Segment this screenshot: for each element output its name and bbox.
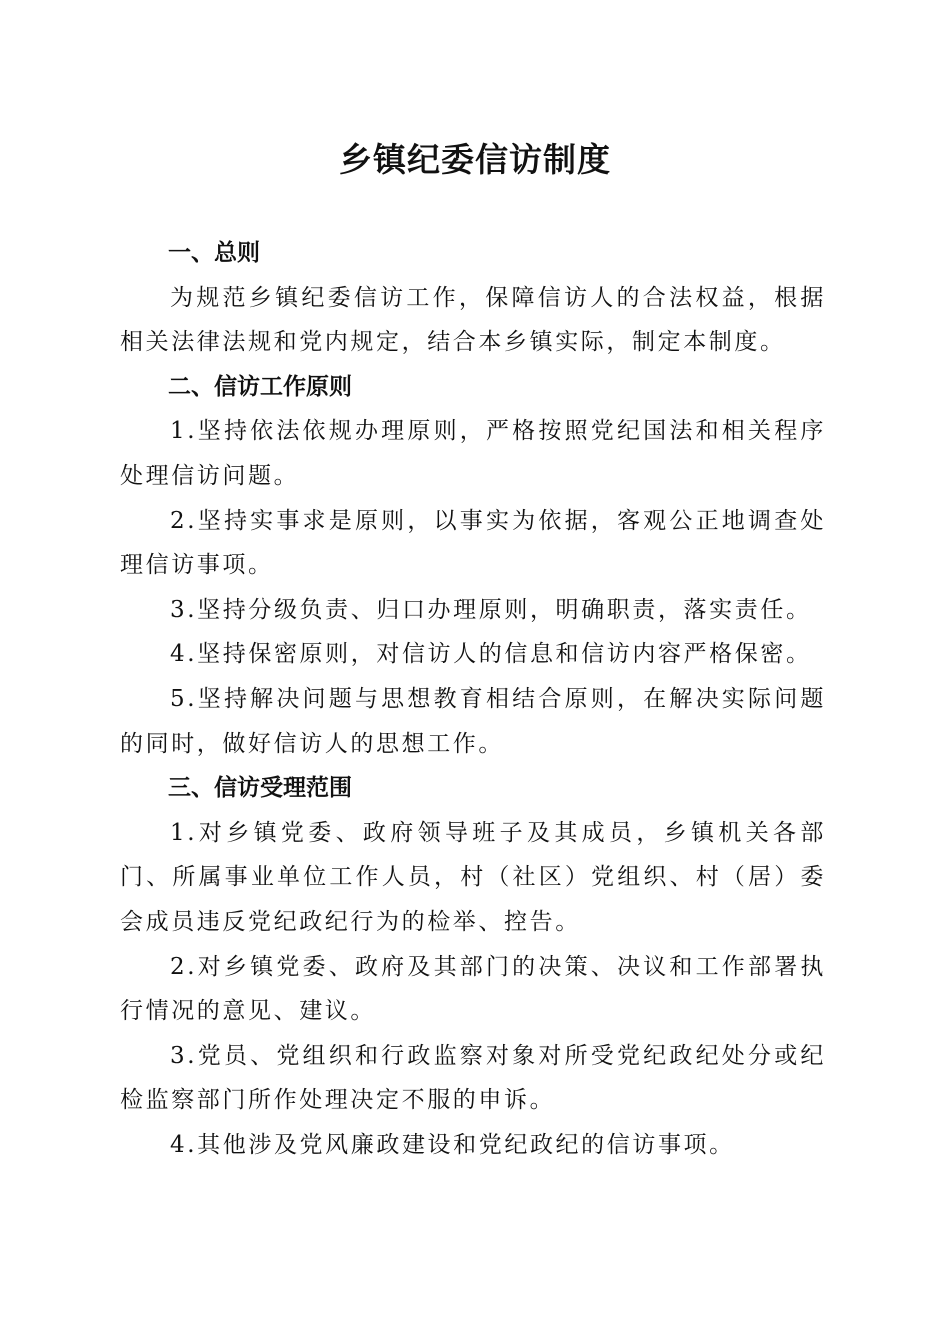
paragraph: 3.党员、党组织和行政监察对象对所受党纪政纪处分或纪检监察部门所作处理决定不服的申诉。 [120,1042,826,1114]
section-heading-scope: 三、信访受理范围 [168,775,352,802]
paragraph: 3.坚持分级负责、归口办理原则，明确职责，落实责任。 [170,596,812,623]
section-heading-general: 一、总则 [168,240,260,266]
section-heading-principles: 二、信访工作原则 [168,373,352,400]
document-title: 乡镇纪委信访制度 [339,140,611,179]
document-body [120,231,826,1167]
paragraph: 1.对乡镇党委、政府领导班子及其成员，乡镇机关各部门、所属事业单位工作人员，村（社区）党组织、村（居）委会成员违反党纪政纪行为的检举、控告。 [120,819,826,935]
paragraph: 为规范乡镇纪委信访工作，保障信访人的合法权益，根据相关法律法规和党内规定，结合本乡镇实际，制定本制度。 [120,284,826,356]
paragraph: 4.坚持保密原则，对信访人的信息和信访内容严格保密。 [170,641,812,668]
paragraph: 5.坚持解决问题与思想教育相结合原则，在解决实际问题的同时，做好信访人的思想工作。 [120,685,826,757]
paragraph: 4.其他涉及党风廉政建设和党纪政纪的信访事项。 [170,1131,735,1158]
paragraph: 2.坚持实事求是原则，以事实为依据，客观公正地调查处理信访事项。 [120,507,826,579]
paragraph: 2.对乡镇党委、政府及其部门的决策、决议和工作部署执行情况的意见、建议。 [120,953,826,1025]
paragraph: 1.坚持依法依规办理原则，严格按照党纪国法和相关程序处理信访问题。 [120,418,826,489]
